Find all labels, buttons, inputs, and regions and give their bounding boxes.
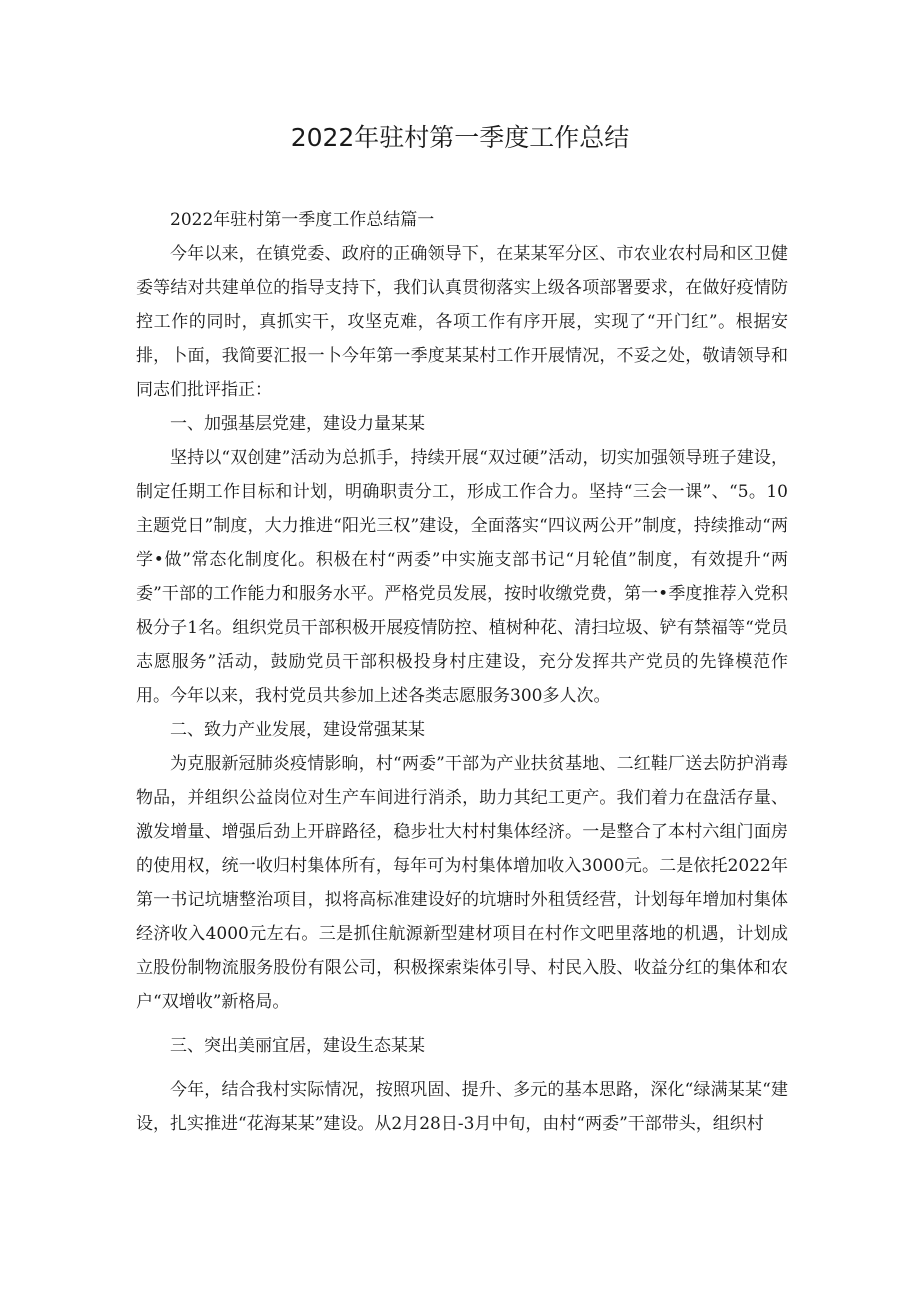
section-paragraph-3: 今年，结合我村实际情况，按照巩固、提升、多元的基本思路，深化“绿满某某“建设，扎实推进“花海某某”建设。从2月28日-3月中旬，由村“两委”干部带头，组织村	[136, 1080, 788, 1134]
section-heading-2: 二、致力产业发展，建设常强某某	[170, 720, 425, 740]
document-title: 2022年驻村第一季度工作总结	[290, 123, 630, 152]
section-paragraph-2: 为克服新冠肺炎疫情影晌，村“两委”干部为产业扶贫基地、二红鞋厂送去防护消毒物品，并组织公益岗位对生产车间进行消杀，助力其纪工更产。我们着力在盘活存量、激发增量、增强后劲上开辟路径，稳步壮大村村集体经济。一是整合了本村六组门面房的使用权，统一收归村集体所有，每年可为村集体增加收入3000元。二是依托2022年第一书记坑塘整治项目，拟将高标准建设好的坑塘时外租赁经营，计划每年增加村集体经济收入4000元左右。三是抓住航源新型建材项目在村作文吧里落地的机遇，计划成立股份制物流服务股份有限公司，积极探索柒体引导、村民入股、收益分红的集体和农户“双增收”新格局。	[136, 754, 788, 1012]
document-body	[136, 203, 788, 1141]
section-heading-3: 三、突出美丽宜居，建设生态某某	[170, 1036, 425, 1056]
section-heading-1: 一、加强基层党建，建设力量某某	[170, 414, 425, 434]
intro-paragraph: 今年以来，在镇党委、政府的正确领导下，在某某军分区、市农业农村局和区卫健委等结对共建单位的指导支持下，我们认真贯彻落实上级各项部署要求，在做好疫情防控工作的同时，真抓实干，攻坚克难，各项工作有序开展，实现了“开门红”。根据安排，卜面，我简要汇报一卜今年第一季度某某村工作开展情况，不妥之处，敬请领导和同志们批评指正：	[136, 244, 788, 400]
document-subtitle: 2022年驻村第一季度工作总结篇一	[170, 210, 435, 230]
section-paragraph-1: 坚持以“双创建”活动为总抓手，持续开展“双过硬”活动，切实加强领导班子建设，制定任期工作目标和计划，明确职责分工，形成工作合力。坚持“三会一课”、“5。10主题党日”制度，大力推进“阳光三权”建设，全面落实“四议两公开”制度，持续推动“两学•做”常态化制度化。积极在村“两委”中实施支部书记“月轮值”制度，有效提升“两委”干部的工作能力和服务水平。严格党员发展，按时收缴党费，第一•季度推荐入党积极分子1名。组织党员干部积极开展疫情防控、植树种花、清扫垃圾、铲有禁福等“党员志愿服务”活动，鼓励党员干部积极投身村庄建设，充分发挥共产党员的先锋模范作用。今年以来，我村党员共参加上述各类志愿服务300多人次。	[136, 448, 788, 706]
